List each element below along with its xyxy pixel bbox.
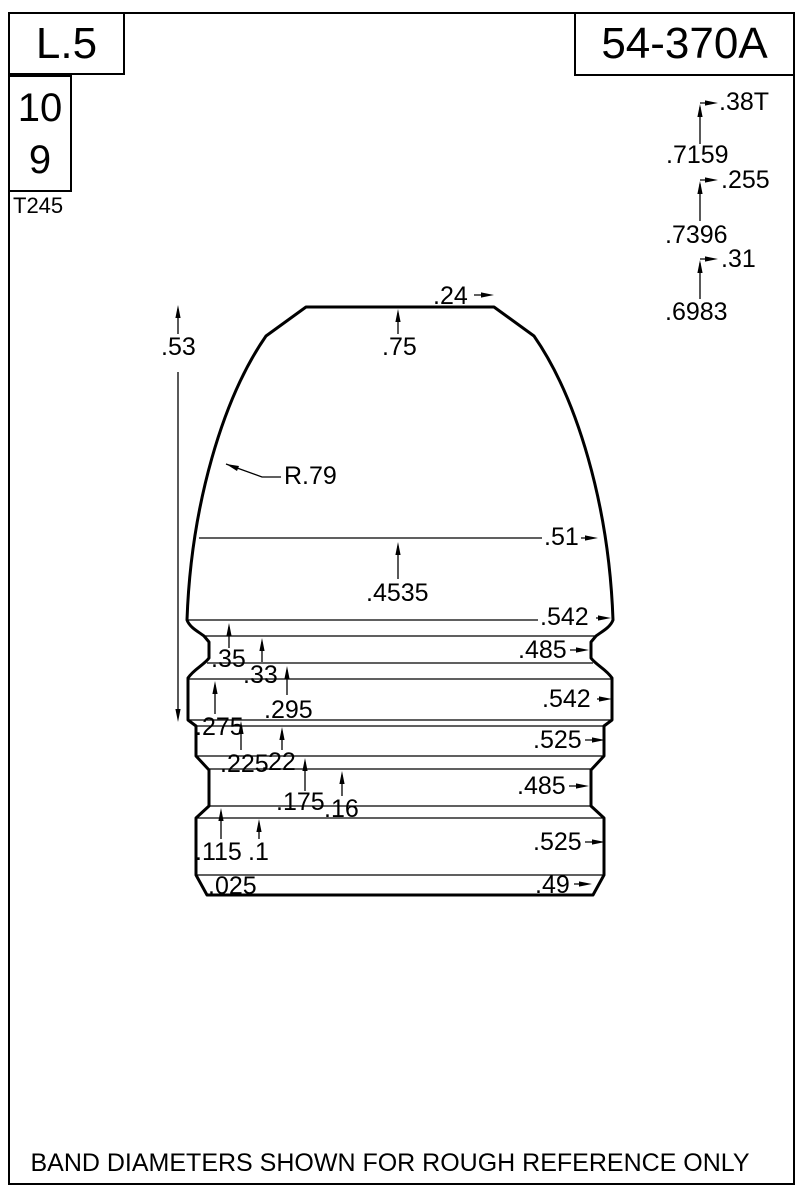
dim-meplat-diameter: .24	[433, 282, 468, 310]
dim-dia-49: .49	[535, 871, 570, 899]
nose-length-1: .7159	[666, 141, 729, 169]
dim-height-35: .35	[211, 645, 246, 673]
design-label: L.5	[35, 18, 98, 68]
dim-height-22: .22	[261, 748, 296, 776]
dim-height-025: .025	[208, 872, 257, 900]
dim-ogive-diameter-height: .4535	[366, 579, 429, 607]
dim-dia-542a: .542	[540, 603, 589, 631]
dim-height-295: .295	[264, 696, 313, 724]
dim-height-33: .33	[243, 661, 278, 689]
dim-height-175: .175	[276, 788, 325, 816]
mold-number: 54-370A	[601, 19, 768, 68]
dim-height-275: .275	[195, 713, 244, 741]
cavity-count-bottom: 9	[28, 137, 52, 182]
dim-nose-length: .53	[161, 333, 196, 361]
mold-number-box	[574, 12, 795, 76]
nose-length-3: .6983	[665, 298, 728, 326]
cavity-count-box	[8, 75, 72, 192]
dim-ogive-diameter: .51	[544, 523, 579, 551]
dim-overall-length: .75	[382, 333, 417, 361]
design-label-box	[8, 12, 125, 75]
dim-dia-485a: .485	[518, 636, 567, 664]
dim-dia-485b: .485	[517, 772, 566, 800]
dim-dia-525b: .525	[533, 828, 582, 856]
dim-ogive-radius: R.79	[284, 462, 337, 490]
dim-height-16: .16	[324, 795, 359, 823]
dim-dia-525a: .525	[533, 726, 582, 754]
dim-dia-542b: .542	[542, 685, 591, 713]
dim-height-115: .115	[195, 838, 242, 866]
nose-step-3: .31	[721, 245, 756, 273]
footer-note: BAND DIAMETERS SHOWN FOR ROUGH REFERENCE ONLY	[30, 1149, 750, 1177]
dim-height-1: .1	[248, 838, 269, 866]
template-code: T245	[13, 193, 64, 218]
cavity-count-top: 10	[17, 85, 63, 130]
nose-step-2: .255	[721, 166, 770, 194]
dim-height-225: .225	[220, 750, 269, 778]
nose-step-1: .38T	[719, 88, 770, 116]
nose-length-2: .7396	[665, 221, 728, 249]
